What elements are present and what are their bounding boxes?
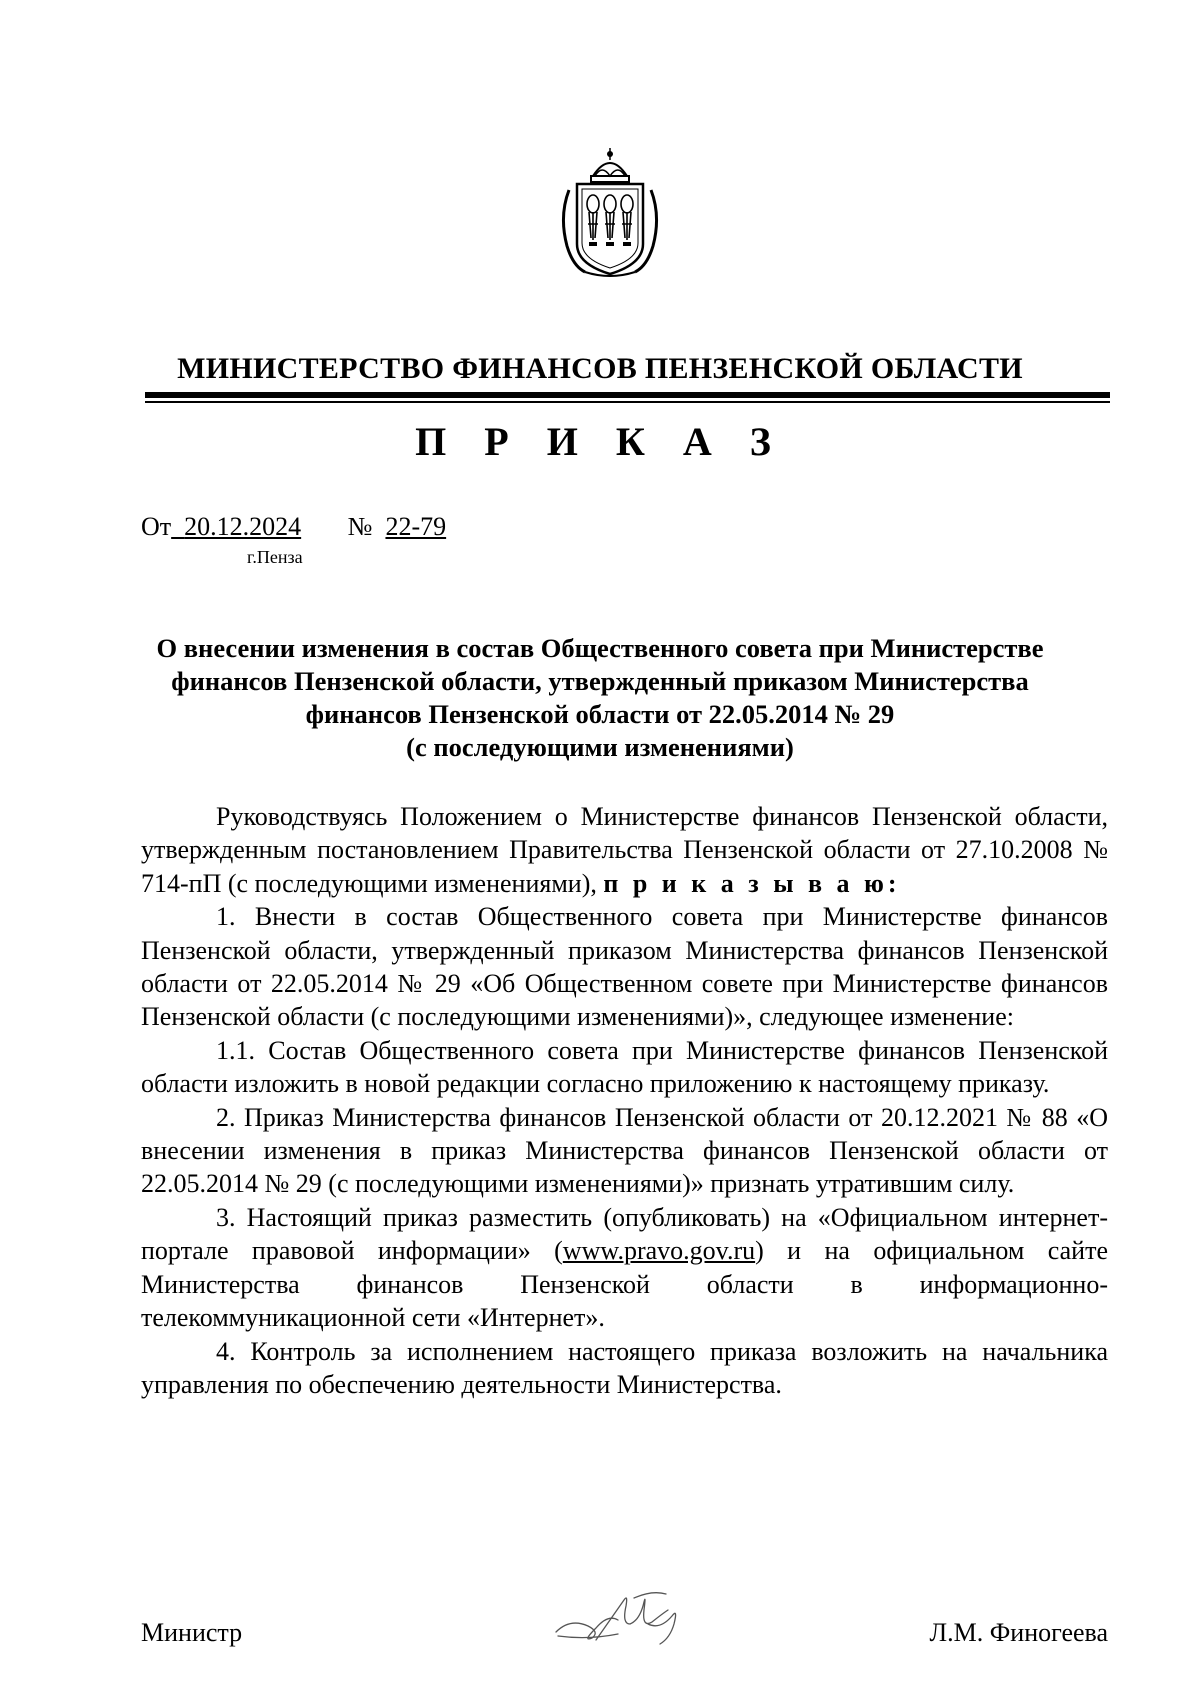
- clause-2: 2. Приказ Министерства финансов Пензенской области от 20.12.2021 № 88 «О внесении изменения в приказ Министерства финансов Пензенской области от 22.05.2014 № 29 (с последующими изменениями)» признать утратившим силу.: [141, 1102, 1108, 1199]
- order-date-line: [171, 512, 341, 541]
- order-number-label: №: [347, 512, 373, 541]
- order-body: [141, 800, 1108, 1401]
- coat-of-arms-icon: [555, 146, 665, 286]
- order-meta: [141, 512, 446, 542]
- signer-position: Министр: [141, 1618, 243, 1647]
- clause-4: 4. Контроль за исполнением настоящего приказа возложить на начальника управления по обеспечению деятельности Министерства.: [141, 1336, 1108, 1399]
- handwritten-signature: [548, 1580, 698, 1660]
- order-date: 20.12.2024: [184, 512, 302, 541]
- clause-3: [141, 1201, 1108, 1335]
- preamble-text: Руководствуясь Положением о Министерстве финансов Пензенской области, утвержденным постановлением Правительства Пензенской области от 27.10.2008 № 714-пП (с последующими изменениями),: [141, 802, 1108, 898]
- order-city: г.Пенза: [247, 547, 303, 567]
- pravo-link[interactable]: www.pravo.gov.ru: [562, 1236, 756, 1266]
- clause-3-text-start: 3. Настоящий приказ разместить (опубликовать) на «Официальном интернет-портале правовой информации» (: [141, 1202, 1108, 1266]
- subject-line: (с последующими изменениями): [406, 732, 794, 762]
- header-rule-thin: [145, 401, 1110, 403]
- ministry-name: МИНИСТЕРСТВО ФИНАНСОВ ПЕНЗЕНСКОЙ ОБЛАСТИ: [177, 352, 1023, 385]
- clause-3-text-end: ) и на официальном сайте Министерства финансов Пензенской области в информационно-телекоммуникационной сети «Интернет».: [141, 1236, 1108, 1333]
- clause-1: 1. Внести в состав Общественного совета при Министерстве финансов Пензенской области, утвержденный приказом Министерства финансов Пензенской области от 22.05.2014 № 29 «Об Общественном совете при Министерстве финансов Пензенской области (с последующими изменениями)», следующее изменение:: [141, 902, 1108, 1032]
- order-number: 22-79: [385, 512, 447, 541]
- signer-name: Л.М. Финогеева: [929, 1618, 1108, 1647]
- header-rule-thick: [145, 392, 1110, 398]
- clause-1-1: 1.1. Состав Общественного совета при Министерстве финансов Пензенской области изложить в новой редакции согласно приложению к настоящему приказу.: [141, 1035, 1108, 1099]
- document-type-title: П Р И К А З: [415, 419, 785, 464]
- subject-line: финансов Пензенской области от 22.05.2014 № 29: [305, 699, 895, 729]
- order-subject: [100, 632, 1100, 764]
- order-directive: п р и к а з ы в а ю:: [603, 868, 901, 898]
- order-from-label: От: [141, 512, 172, 541]
- subject-line: финансов Пензенской области, утвержденный приказом Министерства: [171, 666, 1029, 696]
- subject-line: О внесении изменения в состав Общественного совета при Министерстве: [156, 633, 1044, 663]
- preamble-paragraph: [141, 800, 1108, 900]
